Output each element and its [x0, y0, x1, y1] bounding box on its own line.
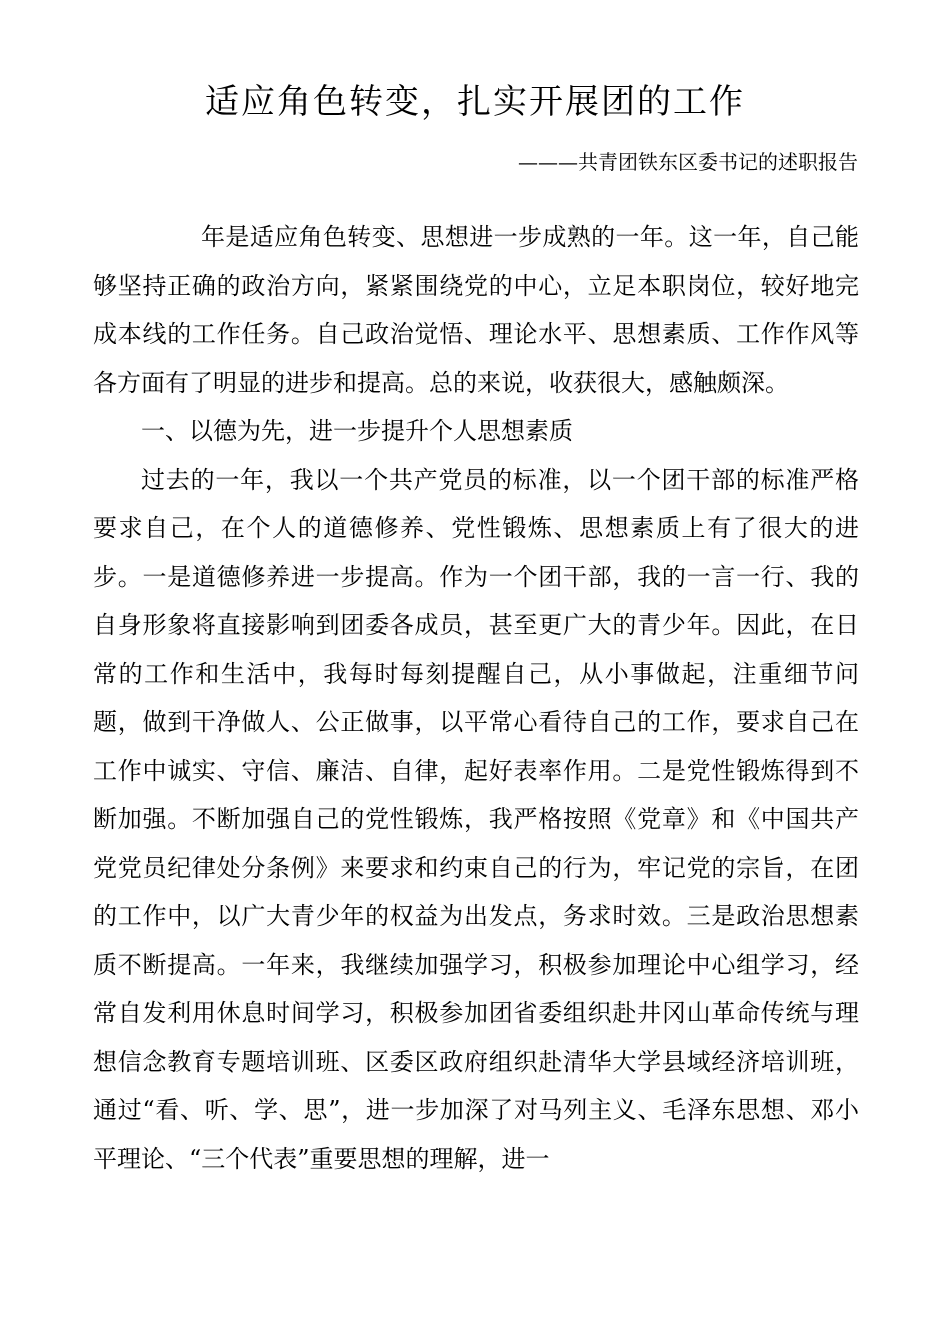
document-title: 适应角色转变，扎实开展团的工作	[205, 82, 745, 122]
document-subtitle: ———共青团铁东区委书记的述职报告	[518, 150, 858, 174]
section-heading: 一、以德为先，进一步提升个人思想素质	[141, 417, 573, 445]
intro-paragraph: 年是适应角色转变、思想进一步成熟的一年。这一年，自己能够坚持正确的政治方向，紧紧围绕党的中心，立足本职岗位，较好地完成本线的工作任务。自己政治觉悟、理论水平、思想素质、工作作风等各方面有了明显的进步和提高。总的来说，收获很大，感触颇深。	[93, 223, 859, 397]
document-body	[93, 213, 859, 1183]
section-paragraph: 过去的一年，我以一个共产党员的标准，以一个团干部的标准严格要求自己，在个人的道德修养、党性锻炼、思想素质上有了很大的进步。一是道德修养进一步提高。作为一个团干部，我的一言一行、我的自身形象将直接影响到团委各成员，甚至更广大的青少年。因此，在日常的工作和生活中，我每时每刻提醒自己，从小事做起，注重细节问题，做到干净做人、公正做事，以平常心看待自己的工作，要求自己在工作中诚实、守信、廉洁、自律，起好表率作用。二是党性锻炼得到不断加强。不断加强自己的党性锻炼，我严格按照《党章》和《中国共产党党员纪律处分条例》来要求和约束自己的行为，牢记党的宗旨，在团的工作中，以广大青少年的权益为出发点，务求时效。三是政治思想素质不断提高。一年来，我继续加强学习，积极参加理论中心组学习，经常自发利用休息时间学习，积极参加团省委组织赴井冈山革命传统与理想信念教育专题培训班、区委区政府组织赴清华大学县域经济培训班，通过“看、听、学、思”，进一步加深了对马列主义、毛泽东思想、邓小平理论、“三个代表”重要思想的理解，进一	[93, 465, 859, 1173]
